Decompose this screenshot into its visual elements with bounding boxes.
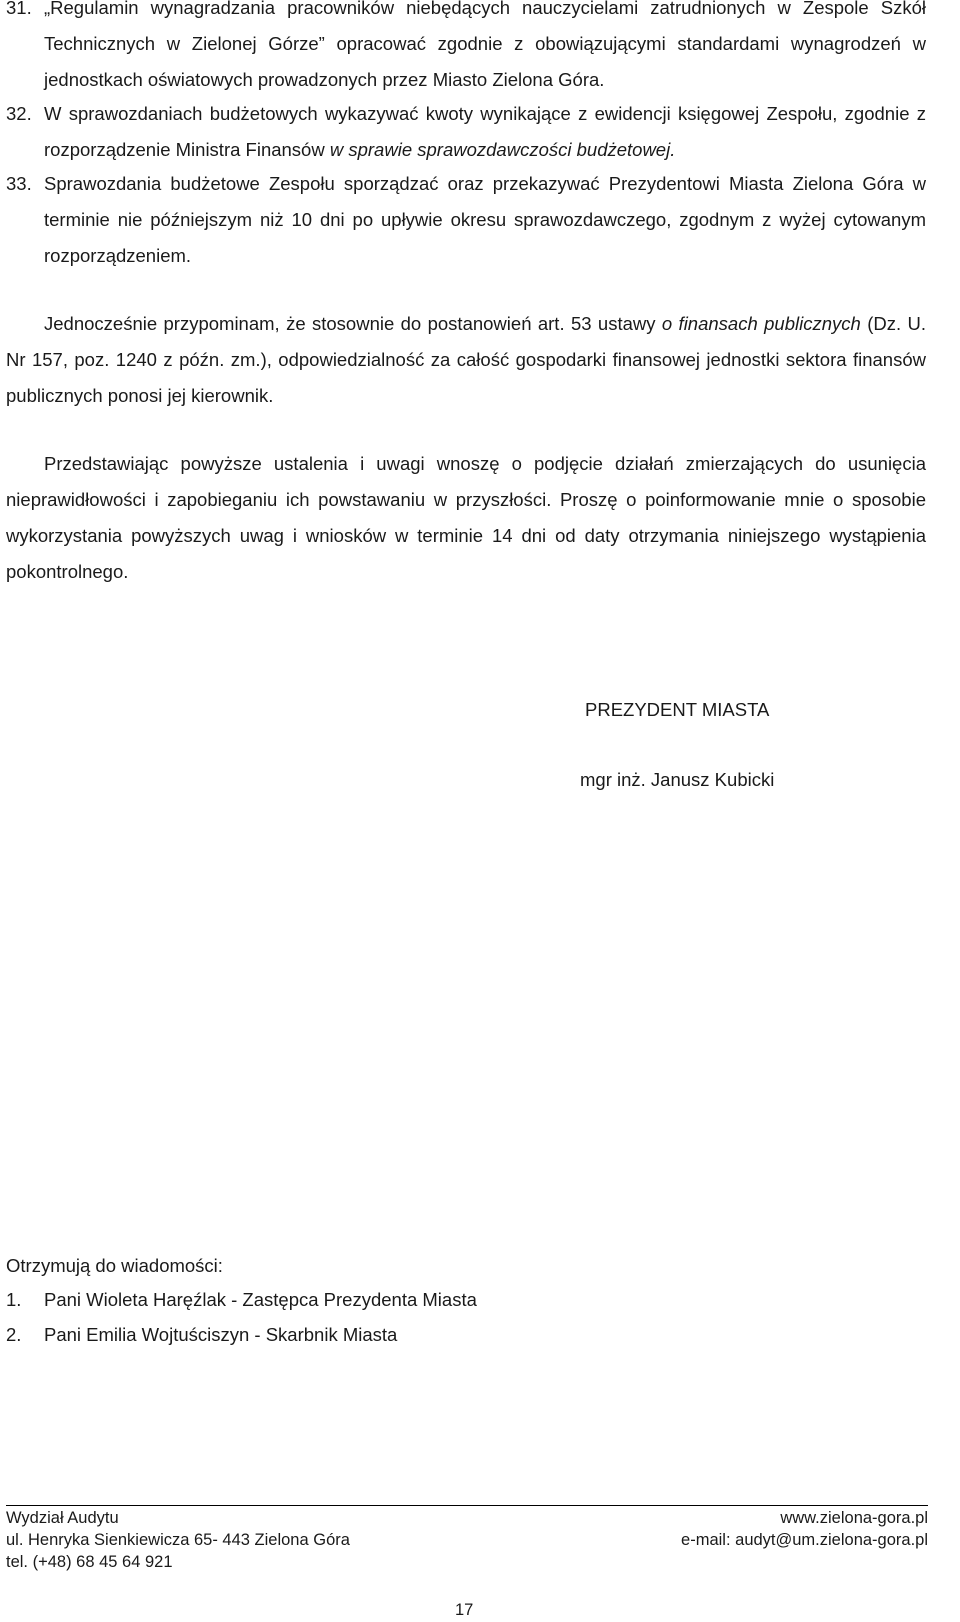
item-text (44, 96, 926, 168)
paragraph-responsibility (6, 306, 926, 414)
item-text: Sprawozdania budżetowe Zespołu sporządzać oraz przekazywać Prezydentowi Miasta Zielona Góra w terminie nie późniejszym niż 10 dni po upływie okresu sprawozdawczego, zgodnym z wyżej cytowanym rozporządzeniem. (44, 173, 926, 266)
paragraph-text: Jednocześnie przypominam, że stosownie do postanowień art. 53 ustawy (44, 313, 662, 334)
list-item-31 (6, 0, 926, 98)
recipient-name: Pani Wioleta Haręźlak - Zastępca Prezydenta Miasta (44, 1289, 477, 1310)
footer-email: e-mail: audyt@um.zielona-gora.pl (681, 1531, 928, 1549)
item-text-italic: w sprawie sprawozdawczości budżetowej. (329, 139, 676, 160)
list-item-32 (6, 96, 926, 168)
paragraph-text: (Dz. U. Nr 157, poz. 1240 z późn. zm.), odpowiedzialność za całość gospodarki finansowej jednostki sektora finansów publicznych ponosi jej kierownik. (6, 313, 926, 406)
recipients-heading: Otrzymują do wiadomości: (6, 1255, 223, 1276)
signature-name: mgr inż. Janusz Kubicki (580, 769, 775, 790)
item-number: 33. (6, 173, 32, 194)
footer-divider (6, 1505, 928, 1506)
recipient-number: 1. (6, 1289, 22, 1310)
recipient-item (6, 1288, 477, 1312)
item-number: 32. (6, 103, 32, 124)
item-number: 31. (6, 0, 32, 18)
paragraph-request: Przedstawiając powyższe ustalenia i uwagi wnoszę o podjęcie działań zmierzających do usunięcia nieprawidłowości i zapobieganiu ich powstawaniu w przyszłości. Proszę o poinformowanie mnie o sposobie wykorzystania powyższych uwag i wniosków w terminie 14 dni od daty otrzymania niniejszego wystąpienia pokontrolnego. (6, 453, 926, 582)
footer-website: www.zielona-gora.pl (780, 1509, 928, 1527)
footer-address: ul. Henryka Sienkiewicza 65- 443 Zielona Góra (6, 1531, 350, 1549)
item-text-regular: W sprawozdaniach budżetowych wykazywać kwoty wynikające z ewidencji księgowej Zespołu, zgodnie z rozporządzenie Ministra Finansów (44, 103, 926, 160)
footer-phone: tel. (+48) 68 45 64 921 (6, 1553, 173, 1571)
footer-department: Wydział Audytu (6, 1509, 119, 1527)
page-number: 17 (455, 1601, 474, 1619)
recipient-item (6, 1323, 397, 1347)
list-item-33 (6, 166, 926, 274)
item-text: „Regulamin wynagradzania pracowników niebędących nauczycielami zatrudnionych w Zespole Szkół Technicznych w Zielonej Górze” opracować zgodnie z obowiązującymi standardami wynagrodzeń w jednostkach oświatowych prowadzonych przez Miasto Zielona Góra. (44, 0, 926, 90)
act-title: o finansach publicznych (661, 313, 861, 334)
recipient-number: 2. (6, 1324, 22, 1345)
signature-title: PREZYDENT MIASTA (585, 699, 770, 720)
recipient-name: Pani Emilia Wojtuściszyn - Skarbnik Miasta (44, 1324, 398, 1345)
